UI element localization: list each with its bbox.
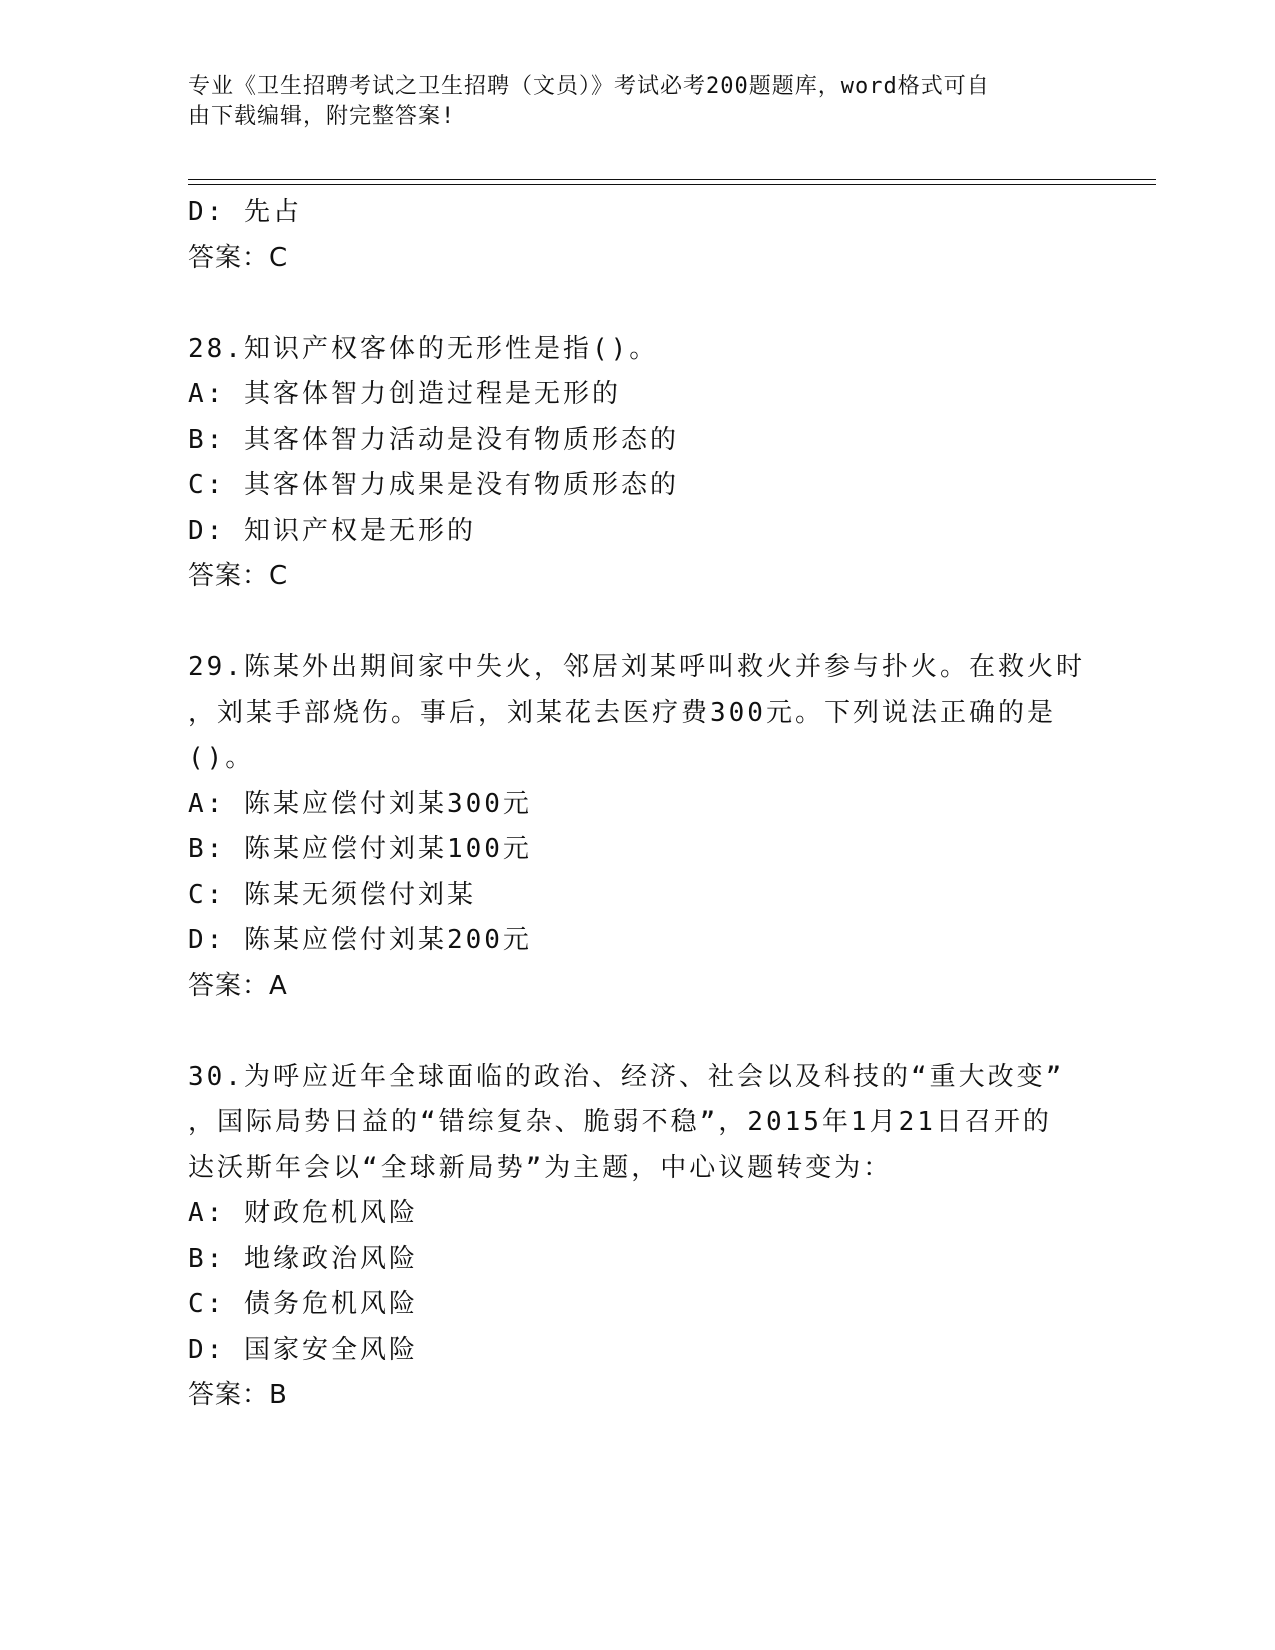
spacer (188, 281, 1088, 327)
q30-option-b: B: 地缘政治风险 (188, 1243, 418, 1274)
header-divider-bottom (188, 184, 1156, 185)
q30-answer: 答案：B (188, 1380, 288, 1410)
q29-option-c: C: 陈某无须偿付刘某 (188, 879, 476, 910)
q29-answer: 答案：A (188, 970, 288, 1001)
q29-stem-line-2: ，刘某手部烧伤。事后，刘某花去医疗费300元。下列说法正确的是 (188, 697, 1056, 728)
q30-stem-line-1: 30.为呼应近年全球面临的政治、经济、社会以及科技的“重大改变” (188, 1061, 1065, 1092)
document-header (188, 72, 1088, 132)
q29-stem-line-3: ()。 (188, 743, 255, 773)
q30-option-c: C: 债务危机风险 (188, 1289, 418, 1319)
q30-option-d: D: 国家安全风险 (188, 1334, 418, 1365)
q28-option-b: B: 其客体智力活动是没有物质形态的 (188, 424, 679, 455)
q30-option-a: A: 财政危机风险 (188, 1198, 418, 1228)
q28-stem: 28.知识产权客体的无形性是指()。 (188, 333, 659, 364)
q30-stem-line-3: 达沃斯年会以“全球新局势”为主题，中心议题转变为： (188, 1152, 893, 1183)
q28-option-d: D: 知识产权是无形的 (188, 515, 476, 546)
header-divider-top (188, 179, 1156, 180)
q30-stem-line-2: ，国际局势日益的“错综复杂、脆弱不稳”，2015年1月21日召开的 (188, 1107, 1052, 1137)
prev-answer: 答案：C (188, 242, 289, 273)
q28-answer: 答案：C (188, 561, 289, 591)
header-line-1: 专业《卫生招聘考试之卫生招聘（文员）》考试必考200题题库，word格式可自 (188, 74, 990, 99)
q29-option-a: A: 陈某应偿付刘某300元 (188, 788, 532, 819)
spacer (188, 600, 1088, 646)
spacer (188, 1009, 1088, 1055)
q28-option-a: A: 其客体智力创造过程是无形的 (188, 379, 621, 409)
q29-stem-line-1: 29.陈某外出期间家中失火，邻居刘某呼叫救火并参与扑火。在救火时 (188, 652, 1085, 682)
question-list (188, 190, 1088, 1419)
q29-option-d: D: 陈某应偿付刘某200元 (188, 925, 532, 955)
q28-option-c: C: 其客体智力成果是没有物质形态的 (188, 470, 679, 500)
q29-option-b: B: 陈某应偿付刘某100元 (188, 834, 532, 864)
prev-option-d: D: 先占 (188, 197, 302, 227)
header-line-2: 由下载编辑，附完整答案! (188, 104, 456, 129)
